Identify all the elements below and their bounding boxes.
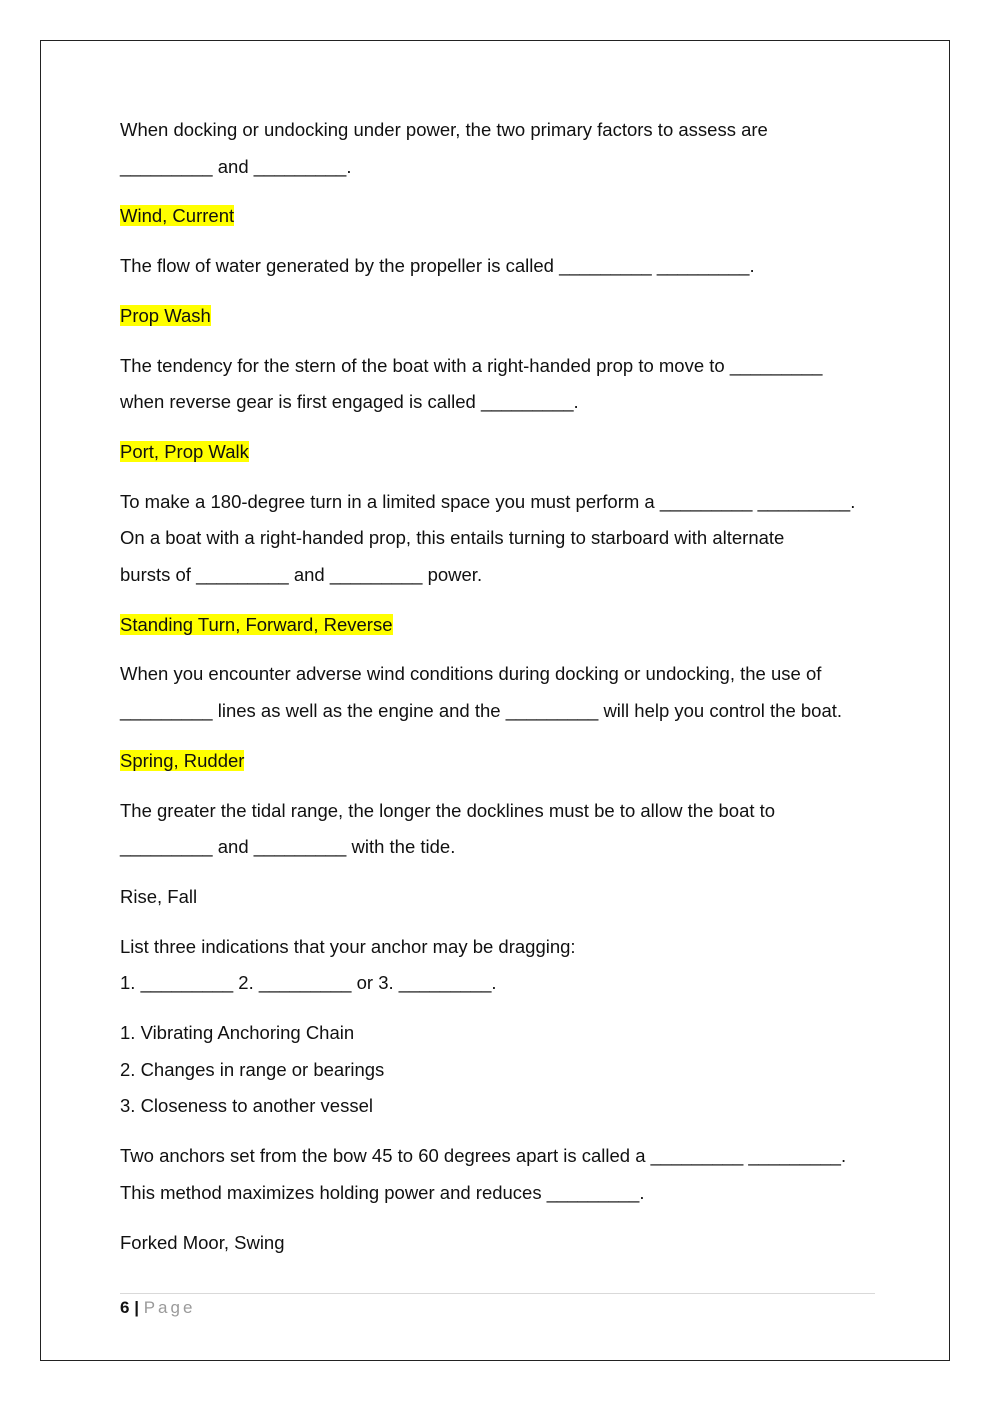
question bbox=[120, 793, 880, 866]
question bbox=[120, 484, 880, 594]
question-line: When docking or undocking under power, the two primary factors to assess are bbox=[120, 119, 768, 140]
question-line: The greater the tidal range, the longer the docklines must be to allow the boat to bbox=[120, 799, 776, 821]
answer bbox=[120, 198, 880, 235]
question-line: List three indications that your anchor may be dragging: bbox=[120, 935, 576, 957]
answer bbox=[120, 298, 880, 335]
answer-highlighted: Standing Turn, Forward, Reverse bbox=[120, 613, 393, 635]
answer-text: Rise, Fall bbox=[120, 885, 198, 907]
question-line: The tendency for the stern of the boat with a right-handed prop to move to _________ bbox=[120, 354, 823, 376]
answer-text: 2. Changes in range or bearings bbox=[120, 1058, 385, 1080]
footer-divider bbox=[120, 1293, 875, 1294]
answer-highlighted: Port, Prop Walk bbox=[120, 440, 249, 462]
question bbox=[120, 1138, 880, 1211]
question-line: The flow of water generated by the propeller is called _________ _________. bbox=[120, 255, 755, 277]
footer-separator: | bbox=[134, 1298, 139, 1317]
question-line: On a boat with a right-handed prop, this entails turning to starboard with alternate bbox=[120, 527, 785, 549]
answer-highlighted: Spring, Rudder bbox=[120, 749, 245, 771]
answer-text: 3. Closeness to another vessel bbox=[120, 1095, 373, 1117]
answer bbox=[120, 743, 880, 780]
question-line: To make a 180-degree turn in a limited space you must perform a _________ _________. bbox=[120, 490, 856, 512]
answer bbox=[120, 1015, 880, 1125]
question bbox=[120, 348, 880, 421]
question-line: _________ and _________ with the tide. bbox=[120, 836, 456, 858]
answer bbox=[120, 879, 880, 916]
answer-highlighted: Wind, Current bbox=[120, 205, 235, 227]
answer bbox=[120, 607, 880, 644]
answer-highlighted: Prop Wash bbox=[120, 304, 211, 326]
document-body bbox=[120, 112, 880, 1274]
page-footer bbox=[120, 1296, 195, 1320]
question-line: This method maximizes holding power and reduces _________. bbox=[120, 1181, 645, 1203]
page-number: 6 bbox=[120, 1298, 130, 1317]
question bbox=[120, 248, 880, 285]
question-line: when reverse gear is first engaged is called _________. bbox=[120, 391, 579, 413]
question bbox=[120, 112, 880, 185]
question bbox=[120, 656, 880, 729]
question bbox=[120, 929, 880, 1002]
answer bbox=[120, 434, 880, 471]
answer-text: 1. Vibrating Anchoring Chain bbox=[120, 1022, 355, 1044]
question-line: 1. _________ 2. _________ or 3. _________. bbox=[120, 972, 497, 994]
answer bbox=[120, 1225, 880, 1262]
page-label: Page bbox=[143, 1298, 196, 1317]
question-line: When you encounter adverse wind conditions during docking or undocking, the use of bbox=[120, 663, 822, 685]
question-line: _________ and _________. bbox=[120, 155, 352, 177]
answer-text: Forked Moor, Swing bbox=[120, 1231, 285, 1253]
question-line: bursts of _________ and _________ power. bbox=[120, 564, 483, 586]
question-line: Two anchors set from the bow 45 to 60 degrees apart is called a _________ _________. bbox=[120, 1145, 847, 1167]
question-line: _________ lines as well as the engine and the _________ will help you control the boat. bbox=[120, 700, 843, 722]
